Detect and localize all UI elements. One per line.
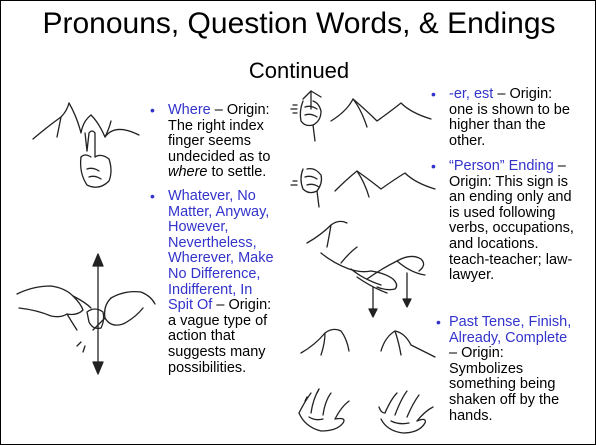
term-line: Indifferent, In [168,281,253,298]
origin-line: hands. [449,407,493,424]
bullet-marker: • [431,158,436,174]
term-line: However, [168,219,229,236]
term-line: Whatever, No [168,188,256,204]
origin-label: – [553,158,566,174]
origin-label: – Origin: [493,86,553,102]
bullet-marker: • [150,188,155,204]
term-er-est: -er, est [449,86,494,102]
origin-line: is used following [449,204,556,221]
bullet-marker: • [436,314,441,330]
where-sign-icon [29,93,149,203]
term-line: Past Tense, Finish, [449,314,572,330]
origin-line: The right index [168,117,264,134]
past-tense-sign-icon [291,323,441,441]
origin-line: shaken off by the [449,391,560,408]
term-person-ending: “Person” Ending [449,158,554,174]
bullet-where [150,102,286,181]
origin-line: other. [449,132,486,149]
er-est-sign-icon [291,81,441,216]
term-line: Already, Complete [449,329,568,346]
term-line: Wherever, Make [168,250,274,267]
term-where: Where [168,102,211,118]
origin-line: teach-teacher; law- [449,251,573,268]
origin-line: finger seems [168,133,252,150]
origin-line: lawyer. [449,267,495,284]
bullet-past-tense [436,314,591,424]
origin-line: a vague type of [168,312,268,329]
origin-line-end: to settle. [207,164,267,181]
origin-line: suggests many [168,343,266,360]
origin-label: – Origin: [212,297,272,314]
origin-line: undecided as to [168,148,271,165]
bullet-marker: • [150,102,155,118]
origin-line: Symbolizes [449,360,524,377]
origin-line: action that [168,328,235,345]
origin-line: and locations. [449,235,539,252]
origin-line: an ending only and [449,189,572,206]
term-line: No Difference, [168,265,261,282]
term-line: Nevertheless, [168,234,257,251]
origin-line: something being [449,376,556,393]
origin-italic: where [168,164,208,181]
bullet-marker: • [431,86,436,102]
origin-line: higher than the [449,117,546,134]
origin-line: verbs, occupations, [449,220,574,237]
bullet-whatever [150,188,286,376]
whatever-sign-icon [11,246,161,381]
slide-title: Pronouns, Question Words, & Endings [42,7,556,40]
bullet-person-ending [431,158,591,284]
origin-label: – Origin: [210,102,270,118]
origin-line: one is shown to be [449,101,570,118]
slide-subtitle: Continued [248,58,350,83]
person-ending-sign-icon [301,213,441,323]
origin-line: Origin: This sign is [449,173,568,190]
origin-line: possibilities. [168,359,247,376]
origin-line: – Origin: [449,345,504,362]
term-line: Matter, Anyway, [168,203,270,220]
bullet-er-est [431,86,589,149]
term-line: Spit Of [168,297,213,314]
